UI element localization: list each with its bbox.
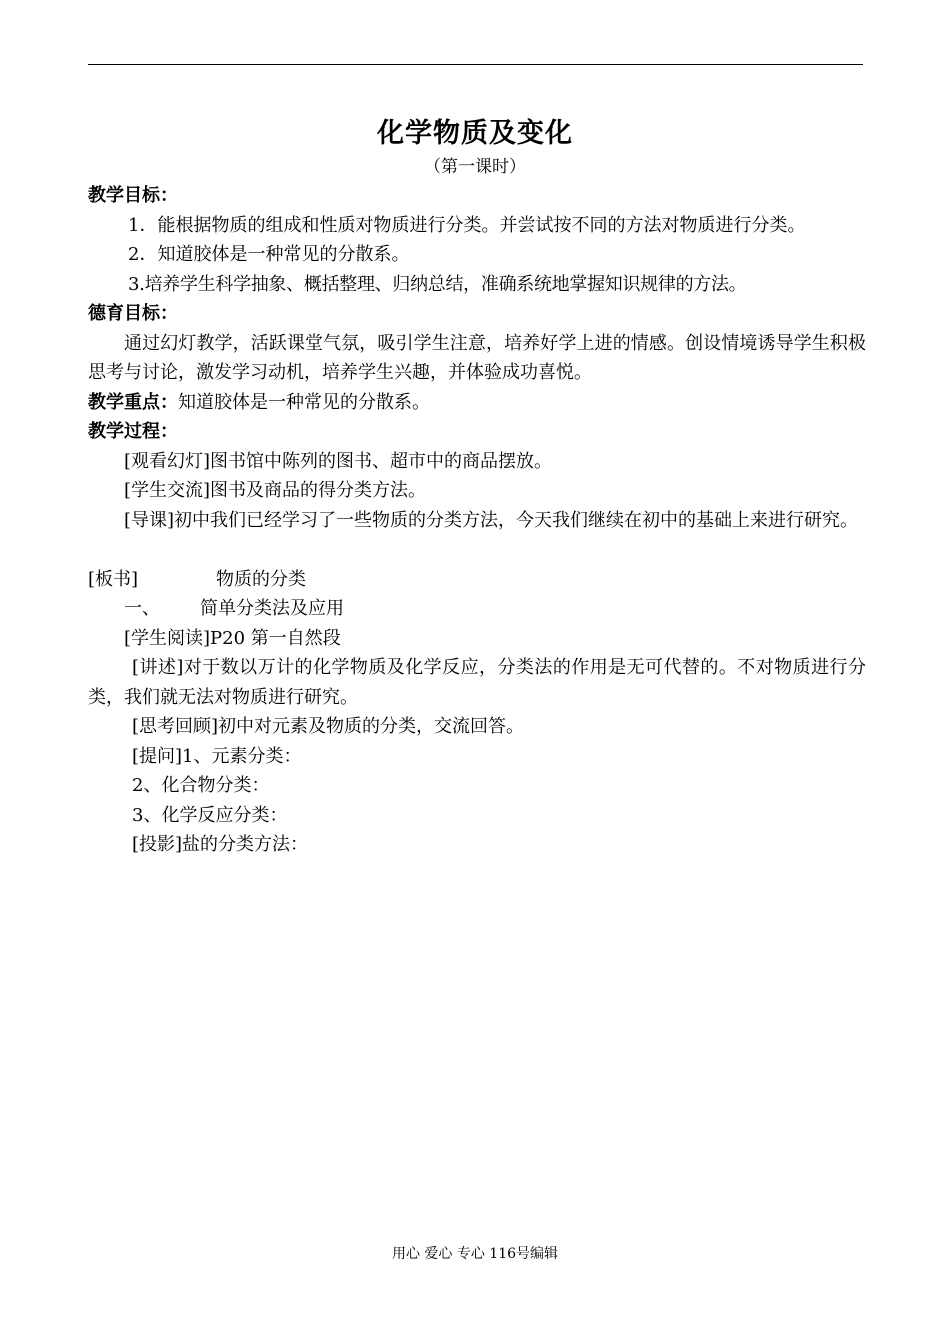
section-line [88, 594, 866, 624]
question-line-1: [提问]1、元素分类： [132, 745, 302, 767]
objectives-heading: 教学目标： [88, 185, 178, 206]
header-rule [88, 64, 863, 65]
document-body [88, 181, 866, 860]
process-line-3: [导课]初中我们已经学习了一些物质的分类方法，今天我们继续在初中的基础上来进行研究。 [124, 509, 859, 531]
question-line-2: 2、化合物分类： [132, 775, 270, 796]
projection-line: [投影]盐的分类方法： [132, 834, 309, 855]
board-line [88, 565, 866, 595]
process-line-1: [观看幻灯]图书馆中陈列的图书、超市中的商品摆放。 [124, 450, 553, 472]
review-line: [思考回顾]初中对元素及物质的分类，交流回答。 [132, 716, 525, 737]
page-subtitle: （第一课时） [424, 157, 526, 177]
board-label: [板书] [88, 568, 139, 590]
reading-line: [学生阅读]P20 第一自然段 [124, 627, 341, 649]
focus-line [88, 388, 866, 418]
process-heading: 教学过程： [88, 421, 178, 442]
focus-heading: 教学重点： [88, 391, 178, 413]
objective-item-3: 3.培养学生科学抽象、概括整理、归纳总结，准确系统地掌握知识规律的方法。 [128, 273, 747, 295]
narration-line: [讲述]对于数以万计的化学物质及化学反应，分类法的作用是无可代替的。不对物质进行分类，我们就无法对物质进行研究。 [88, 657, 866, 708]
objective-item-2: 2．知道胶体是一种常见的分散系。 [128, 244, 410, 265]
section-number: 一、 [124, 598, 160, 619]
question-line-3: 3、化学反应分类： [132, 804, 288, 826]
focus-text: 知道胶体是一种常见的分散系。 [178, 391, 430, 413]
moral-heading: 德育目标： [88, 303, 178, 324]
page-footer: 用心 爱心 专心 116号编辑 [391, 1246, 559, 1262]
objective-item-1: 1．能根据物质的组成和性质对物质进行分类。并尝试按不同的方法对物质进行分类。 [128, 214, 806, 236]
process-line-2: [学生交流]图书及商品的得分类方法。 [124, 480, 427, 501]
board-title: 物质的分类 [216, 568, 307, 590]
blank-line [88, 535, 866, 565]
page-title: 化学物质及变化 [377, 118, 573, 149]
section-title: 简单分类法及应用 [200, 598, 344, 619]
moral-text: 通过幻灯教学，活跃课堂气氛，吸引学生注意，培养好学上进的情感。创设情境诱导学生积极思考与讨论，激发学习动机，培养学生兴趣，并体验成功喜悦。 [88, 332, 866, 383]
